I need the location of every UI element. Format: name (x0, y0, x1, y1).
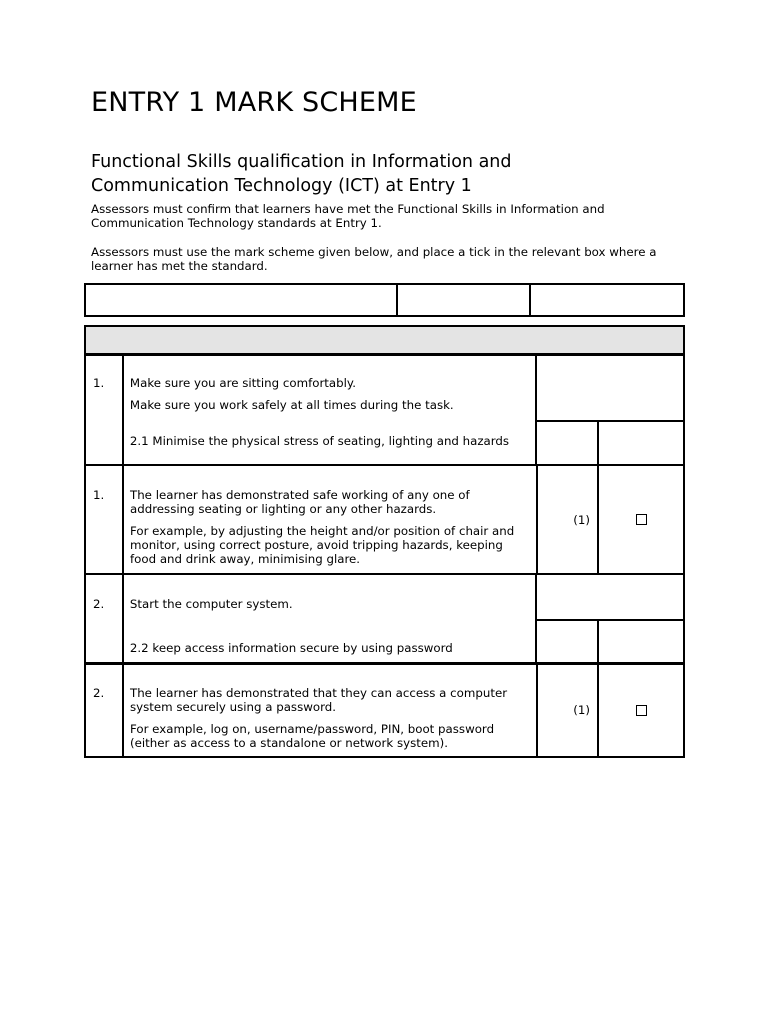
criterion-2-mark: (1) (537, 663, 598, 757)
task-2-line-1: Start the computer system. (129, 597, 293, 611)
criterion-1-checkbox[interactable] (636, 514, 647, 525)
criterion-1-statement: The learner has demonstrated safe working of any one of addressing seating or lighting or any other hazards. (130, 488, 470, 516)
grey-band (84, 325, 685, 355)
criterion-2-checkbox[interactable] (636, 705, 647, 716)
header-cell-3 (530, 284, 684, 316)
task-1-text (123, 355, 536, 465)
page-subtitle: Functional Skills qualification in Information and Communication Technology (ICT) at Entry 1 (91, 152, 512, 196)
intro-paragraph-1: Assessors must confirm that learners have met the Functional Skills in Information and Communication Technology standards at Entry 1. (91, 202, 605, 230)
task-2-tick-cell (598, 620, 684, 664)
header-cell-1 (85, 284, 397, 316)
task-1-number: 1. (85, 355, 123, 465)
task-2-mark-cell (536, 620, 599, 664)
criterion-2-statement: The learner has demonstrated that they can access a computer system securely using a password. (130, 686, 508, 714)
task-1-mark-cell (536, 421, 599, 465)
criterion-2-number: 2. (85, 663, 123, 757)
task-1-blank-cell (536, 355, 684, 421)
header-cell-2 (397, 284, 530, 316)
grey-band-cell (85, 326, 684, 354)
header-table (84, 283, 685, 317)
criterion-2-tick-cell[interactable] (598, 663, 684, 757)
criterion-2-example: For example, log on, username/password, PIN, boot password (either as access to a standalone or network system). (130, 722, 495, 750)
criterion-2-text (123, 663, 537, 757)
task-2-standard: 2.2 keep access information secure by using password (129, 641, 453, 655)
criterion-1-text (123, 465, 537, 574)
task-1-table (84, 354, 685, 466)
criterion-1-table (84, 464, 685, 575)
criterion-1-example: For example, by adjusting the height and/or position of chair and monitor, using correct posture, avoid tripping hazards, keeping food and drink away, minimising glare. (130, 524, 515, 566)
criterion-2-table (84, 662, 685, 758)
intro-paragraph-2: Assessors must use the mark scheme given below, and place a tick in the relevant box where a learner has met the standard. (91, 245, 657, 273)
task-1-tick-cell (598, 421, 684, 465)
task-2-number: 2. (85, 574, 123, 664)
task-1-line-2: Make sure you work safely at all times during the task. (129, 398, 454, 412)
page-title: ENTRY 1 MARK SCHEME (91, 87, 417, 118)
criterion-1-mark: (1) (537, 465, 598, 574)
task-2-blank-cell (536, 574, 684, 620)
task-1-standard: 2.1 Minimise the physical stress of seating, lighting and hazards (129, 434, 510, 448)
task-2-table (84, 573, 685, 665)
criterion-1-tick-cell[interactable] (598, 465, 684, 574)
criterion-1-number: 1. (85, 465, 123, 574)
task-2-text (123, 574, 536, 664)
task-1-line-1: Make sure you are sitting comfortably. (129, 376, 356, 390)
